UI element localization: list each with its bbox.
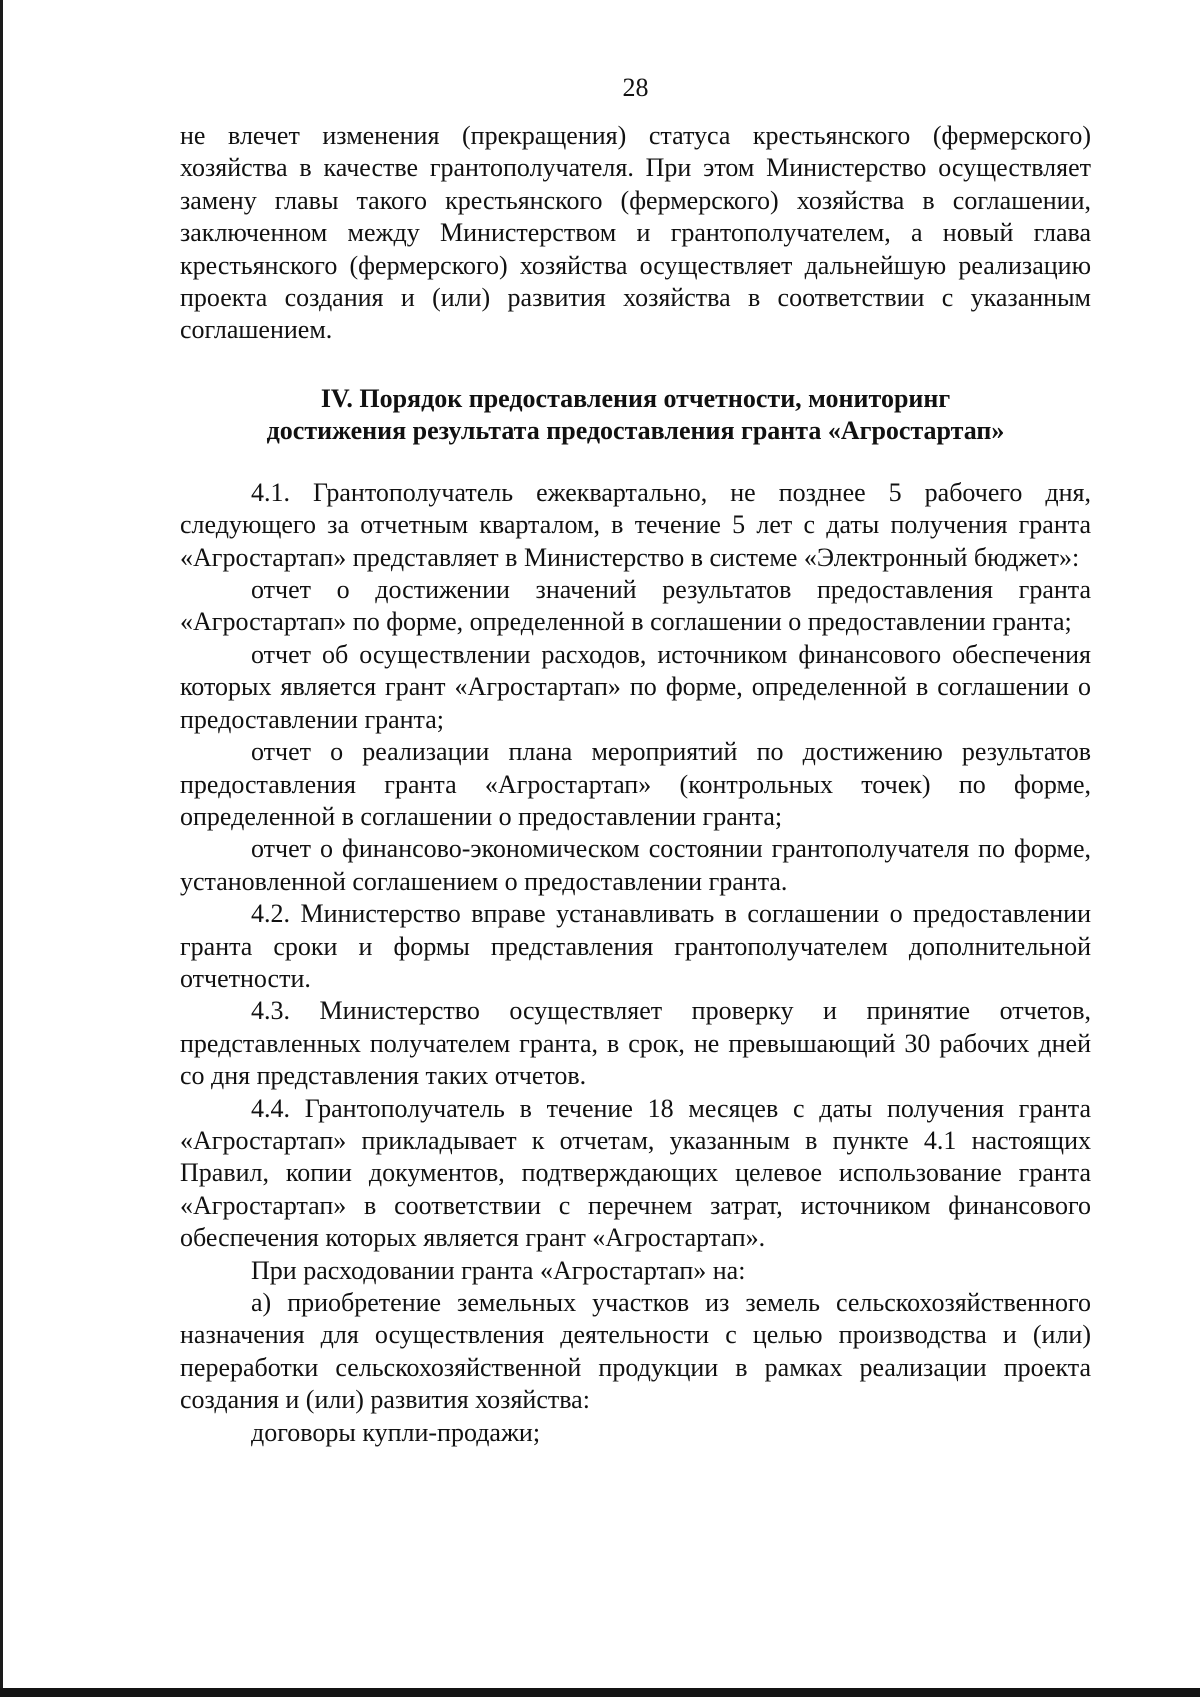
intro-paragraph: не влечет изменения (прекращения) статуса крестьянского (фермерского) хозяйства в качестве грантополучателя. При этом Министерство осуществляет замену главы такого крестьянского (фермерского) хозяйства в соглашении, заключенном между Министерством и грантополучателем, а новый глава крестьянского (фермерского) хозяйства осуществляет дальнейшую реализацию проекта создания и (или) развития хозяйства в соответствии с указанным соглашением. (180, 121, 1091, 345)
section-heading-line-2: достижения результата предоставления гранта «Агростартап» (266, 415, 1005, 445)
paragraph-item-a: а) приобретение земельных участков из земель сельскохозяйственного назначения для осуществления деятельности с целью производства и (или) переработки сельскохозяйственной продукции в рамках реализации проекта создания и (или) развития хозяйства: (180, 1288, 1091, 1415)
section-heading (180, 383, 1091, 447)
scan-left-edge (0, 0, 3, 1697)
paragraph-4-2: 4.2. Министерство вправе устанавливать в соглашении о предоставлении гранта сроки и формы представления грантополучателем дополнительной отчетности. (180, 899, 1091, 993)
paragraph-report-plan: отчет о реализации плана мероприятий по достижению результатов предоставления гранта «Агростартап» (контрольных точек) по форме, определенной в соглашении о предоставлении гранта; (180, 737, 1091, 831)
paragraph-report-expenses: отчет об осуществлении расходов, источником финансового обеспечения которых является грант «Агростартап» по форме, определенной в соглашении о предоставлении гранта; (180, 639, 1091, 734)
page-number: 28 (622, 73, 649, 102)
paragraph-4-1: 4.1. Грантополучатель ежеквартально, не позднее 5 рабочего дня, следующего за отчетным кварталом, в течение 5 лет с даты получения гранта «Агростартап» представляет в Министерство в системе «Электронный бюджет»: (180, 477, 1091, 572)
scan-bottom-edge (0, 1688, 1200, 1697)
paragraph-4-4: 4.4. Грантополучатель в течение 18 месяцев с даты получения гранта «Агростартап» прикладывает к отчетам, указанным в пункте 4.1 настоящих Правил, копии документов, подтверждающих целевое использование гранта «Агростартап» в соответствии с перечнем затрат, источником финансового обеспечения которых является грант «Агростартап». (180, 1093, 1091, 1253)
paragraph-4-3: 4.3. Министерство осуществляет проверку и принятие отчетов, представленных получателем гранта, в срок, не превышающий 30 рабочих дней со дня представления таких отчетов. (180, 996, 1091, 1091)
document-page (180, 72, 1091, 1449)
section-heading-line-1: IV. Порядок предоставления отчетности, мониторинг (320, 383, 951, 413)
paragraph-contracts: договоры купли-продажи; (251, 1417, 541, 1447)
paragraph-spending: При расходовании гранта «Агростартап» на: (251, 1255, 746, 1285)
paragraph-report-financial: отчет о финансово-экономическом состоянии грантополучателя по форме, установленной соглашением о предоставлении гранта. (180, 834, 1091, 896)
paragraph-report-results: отчет о достижении значений результатов предоставления гранта «Агростартап» по форме, определенной в соглашении о предоставлении гранта; (180, 575, 1091, 637)
